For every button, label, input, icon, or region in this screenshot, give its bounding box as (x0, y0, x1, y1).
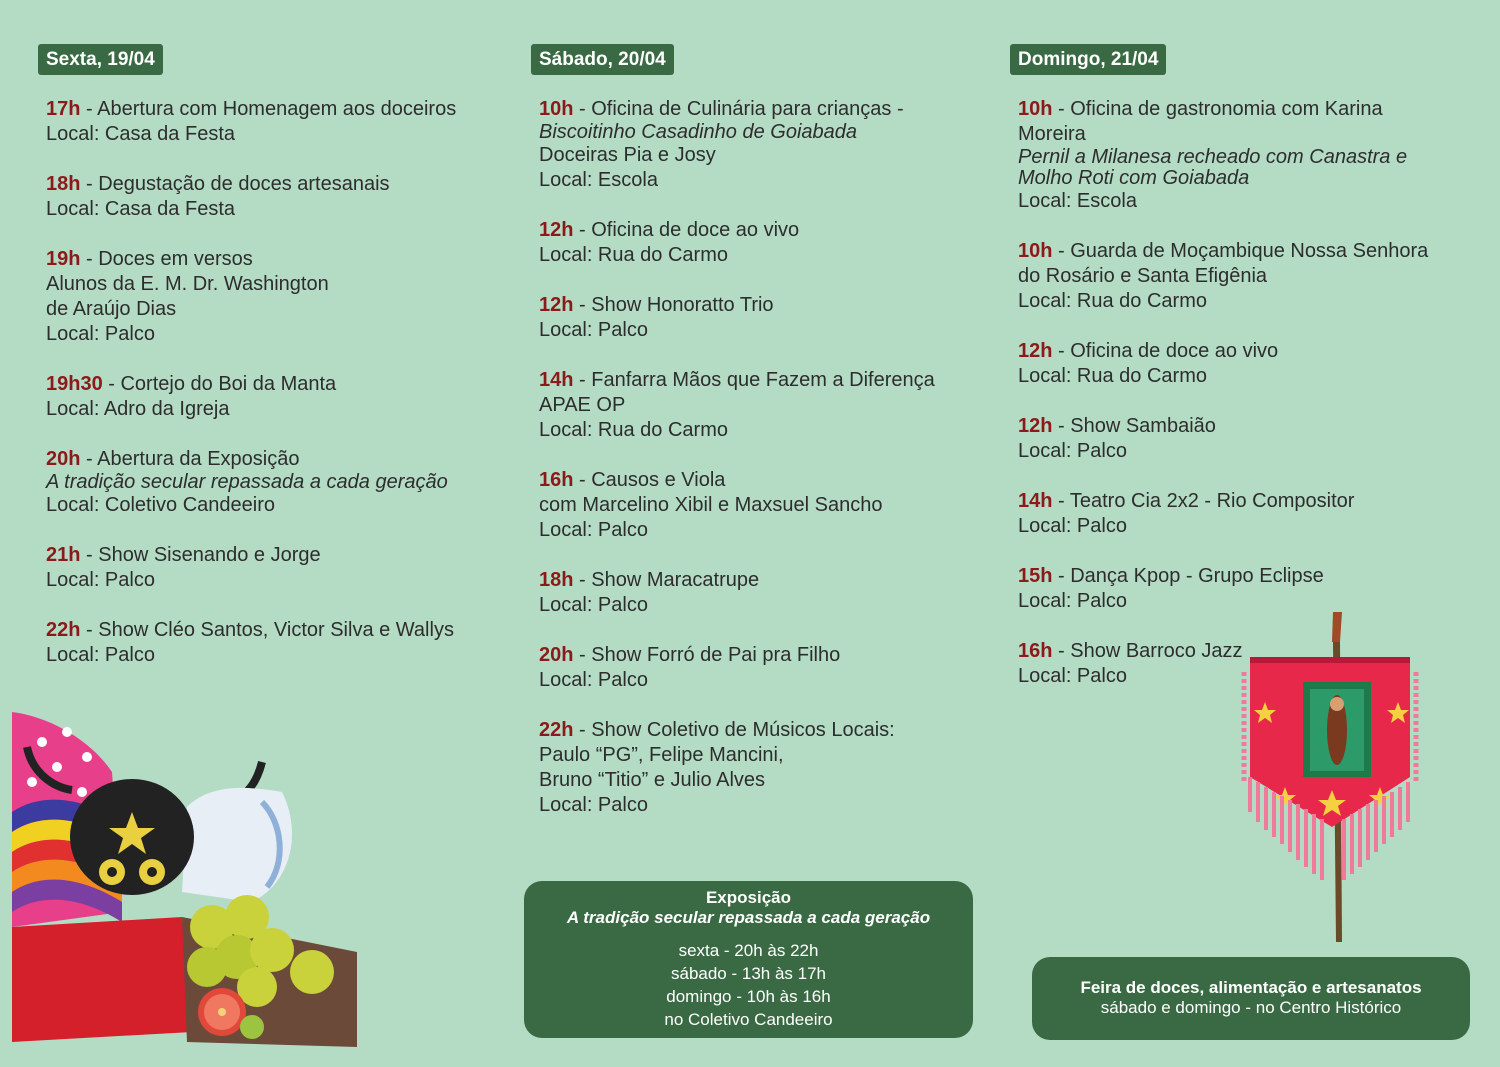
event-title-line (46, 372, 508, 397)
event-title-line (46, 618, 508, 643)
event-title-line (46, 97, 508, 122)
event-time: 20h (46, 448, 81, 470)
day-header: Sábado, 20/04 (531, 44, 674, 75)
event-time: 16h (1018, 640, 1053, 662)
event-title: - Show Barroco Jazz (1052, 640, 1243, 662)
event-title-line (539, 643, 991, 668)
event-time: 12h (539, 219, 574, 241)
event-location: Local: Casa da Festa (46, 123, 235, 145)
event-item (46, 247, 508, 347)
event-detail: Biscoitinho Casadinho de Goiabada (539, 121, 857, 143)
event-item (539, 718, 991, 818)
event-item (1018, 564, 1480, 614)
event-title-line (539, 568, 991, 593)
event-title-line (539, 468, 991, 493)
exposicao-hours-line: domingo - 10h às 16h (666, 987, 831, 1006)
event-title-line (539, 293, 991, 318)
event-item (539, 468, 991, 543)
event-title: - Causos e Viola (573, 469, 726, 491)
feira-title: Feira de doces, alimentação e artesanatos (1080, 978, 1422, 997)
exposicao-hours-line: sábado - 13h às 17h (670, 964, 826, 983)
event-detail: Alunos da E. M. Dr. Washington (46, 273, 329, 295)
event-location: Local: Palco (1018, 590, 1127, 612)
event-title: - Abertura da Exposição (80, 448, 300, 470)
event-title-line (46, 172, 508, 197)
event-item (539, 293, 991, 343)
event-time: 21h (46, 544, 81, 566)
event-title: - Degustação de doces artesanais (80, 173, 390, 195)
exposicao-location: no Coletivo Candeeiro (664, 1010, 833, 1029)
event-detail: Doceiras Pia e Josy (539, 144, 716, 166)
event-item (539, 97, 991, 193)
event-detail: Moreira (1018, 123, 1086, 145)
event-detail: de Araújo Dias (46, 298, 177, 320)
event-time: 16h (539, 469, 574, 491)
event-title-line (1018, 489, 1480, 514)
event-location: Local: Escola (539, 169, 658, 191)
event-title-line (1018, 564, 1480, 589)
event-item (539, 368, 991, 443)
event-location: Local: Palco (539, 594, 648, 616)
event-time: 18h (539, 569, 574, 591)
event-title: - Doces em versos (80, 248, 253, 270)
exposicao-box (524, 881, 973, 1038)
event-title-line (1018, 414, 1480, 439)
event-title: - Show Sambaião (1052, 415, 1216, 437)
event-location: Local: Palco (539, 669, 648, 691)
event-time: 12h (1018, 415, 1053, 437)
event-location: Local: Palco (46, 323, 155, 345)
event-location: Local: Palco (46, 644, 155, 666)
event-location: Local: Rua do Carmo (539, 419, 728, 441)
event-title-line (46, 447, 508, 472)
event-location: Local: Palco (46, 569, 155, 591)
event-title-line (1018, 239, 1480, 264)
event-item (46, 447, 508, 518)
exposicao-subtitle: A tradição secular repassada a cada geração (566, 908, 931, 927)
event-location: Local: Palco (539, 519, 648, 541)
event-location: Local: Rua do Carmo (1018, 365, 1207, 387)
event-item (539, 568, 991, 618)
feira-subtitle: sábado e domingo - no Centro Histórico (1100, 998, 1402, 1017)
event-time: 14h (539, 369, 574, 391)
event-title-line (1018, 339, 1480, 364)
event-title-line (539, 97, 991, 122)
event-time: 17h (46, 98, 81, 120)
event-title: - Show Honoratto Trio (573, 294, 774, 316)
event-detail: Bruno “Titio” e Julio Alves (539, 769, 766, 791)
day-header: Domingo, 21/04 (1010, 44, 1166, 75)
event-title: - Oficina de doce ao vivo (573, 219, 800, 241)
event-title-line (539, 718, 991, 743)
event-title-line (46, 247, 508, 272)
event-time: 12h (1018, 340, 1053, 362)
event-time: 14h (1018, 490, 1053, 512)
event-title: - Guarda de Moçambique Nossa Senhora (1052, 240, 1429, 262)
feira-box (1032, 957, 1470, 1040)
event-item (1018, 339, 1480, 389)
event-detail: Pernil a Milanesa recheado com Canastra e (1018, 146, 1408, 168)
event-item (46, 172, 508, 222)
event-location: Local: Palco (1018, 515, 1127, 537)
event-title: - Show Sisenando e Jorge (80, 544, 321, 566)
event-item (539, 218, 991, 268)
saturday-column (531, 44, 991, 843)
event-location: Local: Rua do Carmo (1018, 290, 1207, 312)
event-location: Local: Casa da Festa (46, 198, 235, 220)
event-time: 19h (46, 248, 81, 270)
event-location: Local: Palco (539, 319, 648, 341)
day-header: Sexta, 19/04 (38, 44, 163, 75)
event-title: - Fanfarra Mãos que Fazem a Diferença (573, 369, 935, 391)
event-location: Local: Coletivo Candeeiro (46, 494, 276, 516)
event-detail: com Marcelino Xibil e Maxsuel Sancho (539, 494, 883, 516)
event-item (46, 372, 508, 422)
event-title: - Show Cléo Santos, Victor Silva e Wallys (80, 619, 454, 641)
event-detail: A tradição secular repassada a cada geração (46, 471, 448, 493)
event-title-line (46, 543, 508, 568)
event-title: - Show Coletivo de Músicos Locais: (573, 719, 895, 741)
event-item (539, 643, 991, 693)
event-time: 22h (46, 619, 81, 641)
event-location: Local: Palco (1018, 440, 1127, 462)
event-item (1018, 239, 1480, 314)
event-location: Local: Palco (539, 794, 648, 816)
exposicao-hours (524, 939, 973, 1031)
event-location: Local: Palco (1018, 665, 1127, 687)
event-time: 12h (539, 294, 574, 316)
event-title-line (539, 368, 991, 393)
event-title: - Show Forró de Pai pra Filho (573, 644, 841, 666)
event-time: 15h (1018, 565, 1053, 587)
event-detail: do Rosário e Santa Efigênia (1018, 265, 1268, 287)
event-item (1018, 414, 1480, 464)
event-detail: Molho Roti com Goiabada (1018, 167, 1250, 189)
boi-da-manta-illustration (12, 712, 357, 1054)
event-title-line (539, 218, 991, 243)
exposicao-title: Exposição (705, 888, 792, 907)
event-time: 10h (1018, 98, 1053, 120)
friday-column (38, 44, 508, 693)
event-time: 22h (539, 719, 574, 741)
event-location: Local: Adro da Igreja (46, 398, 230, 420)
event-time: 18h (46, 173, 81, 195)
event-title: - Dança Kpop - Grupo Eclipse (1052, 565, 1324, 587)
event-time: 19h30 (46, 373, 103, 395)
event-time: 10h (1018, 240, 1053, 262)
event-title: - Oficina de Culinária para crianças - (573, 98, 904, 120)
event-title: - Abertura com Homenagem aos doceiros (80, 98, 457, 120)
event-title: - Teatro Cia 2x2 - Rio Compositor (1052, 490, 1355, 512)
exposicao-hours-line: sexta - 20h às 22h (678, 941, 819, 960)
event-item (1018, 489, 1480, 539)
event-location: Local: Rua do Carmo (539, 244, 728, 266)
event-title: - Oficina de doce ao vivo (1052, 340, 1279, 362)
event-title: - Cortejo do Boi da Manta (102, 373, 337, 395)
event-item (46, 543, 508, 593)
event-time: 20h (539, 644, 574, 666)
event-item (46, 618, 508, 668)
event-detail: APAE OP (539, 394, 626, 416)
event-detail: Paulo “PG”, Felipe Mancini, (539, 744, 784, 766)
event-title: - Oficina de gastronomia com Karina (1052, 98, 1383, 120)
event-item (46, 97, 508, 147)
event-title-line (1018, 97, 1480, 122)
event-time: 10h (539, 98, 574, 120)
event-item (1018, 97, 1480, 214)
event-title: - Show Maracatrupe (573, 569, 760, 591)
event-location: Local: Escola (1018, 190, 1137, 212)
estandarte-illustration (1240, 612, 1420, 947)
